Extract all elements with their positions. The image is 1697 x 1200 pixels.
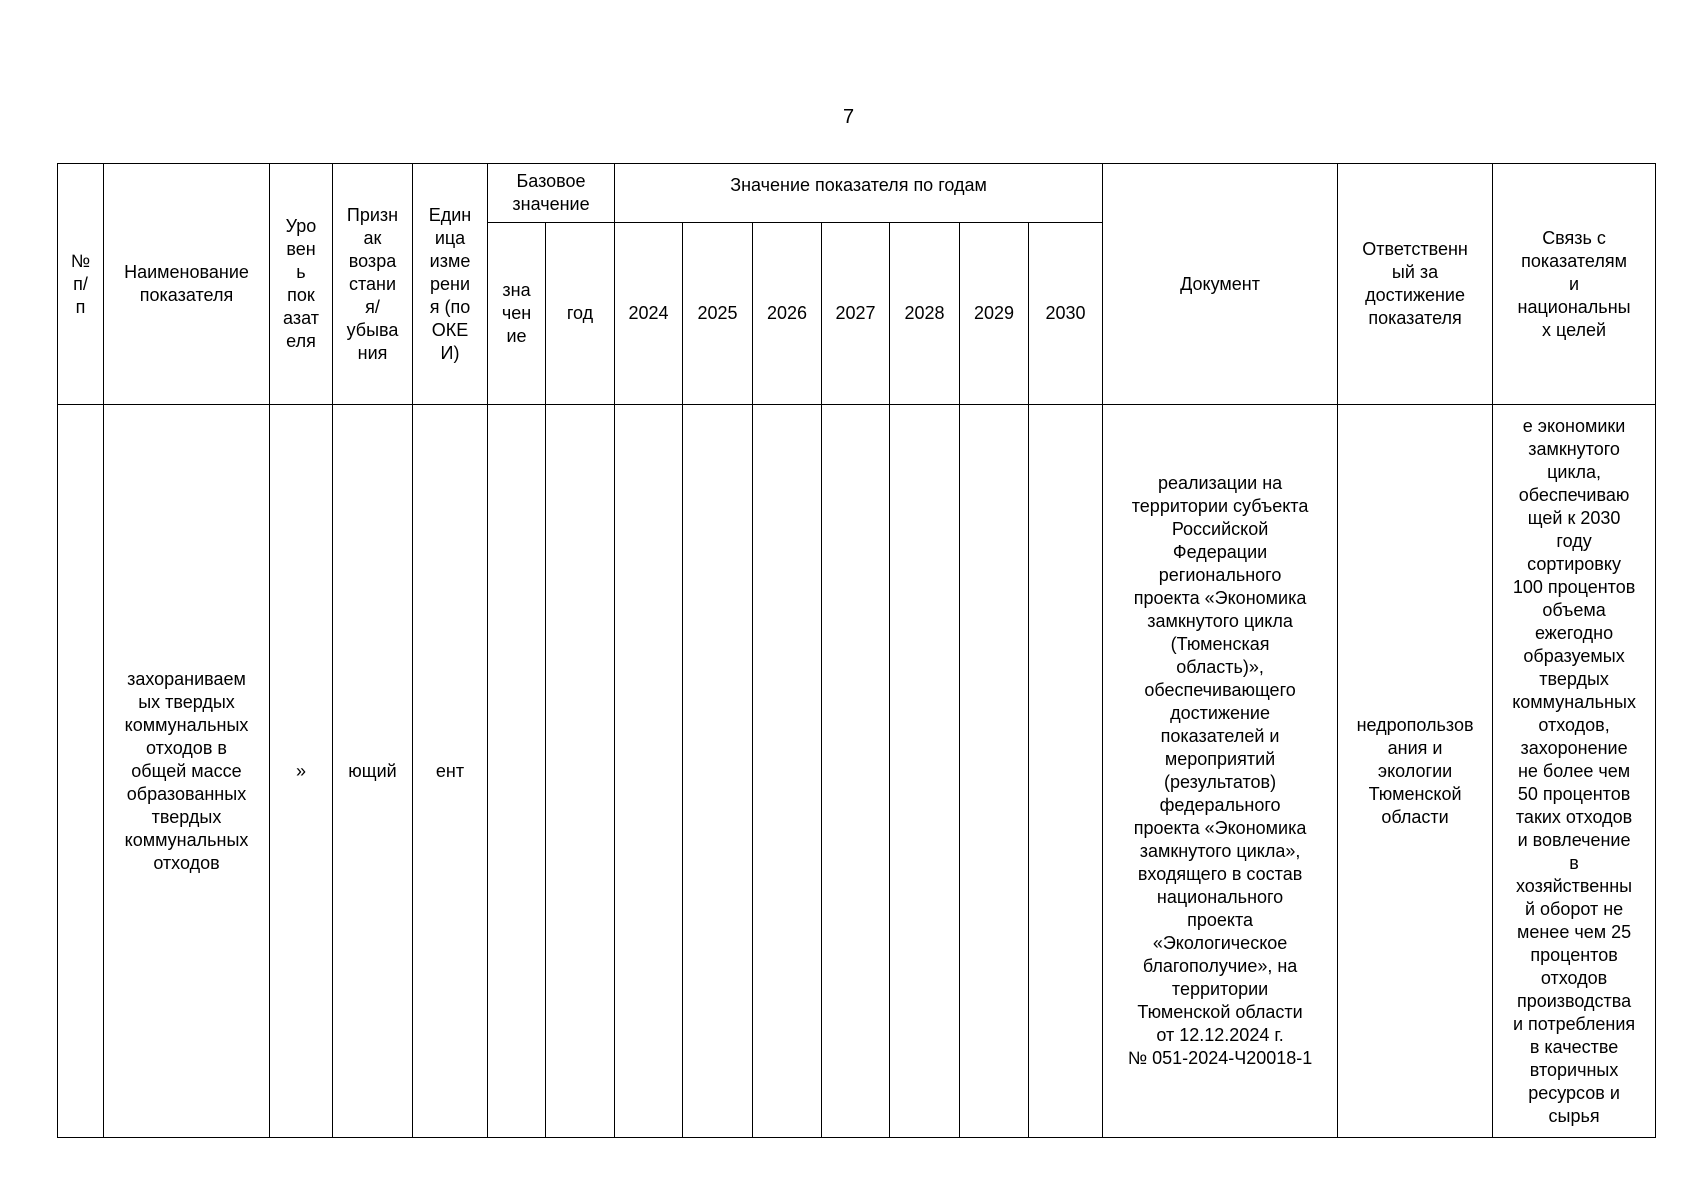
- header-link: Связь с показателям и национальны х целей: [1493, 164, 1656, 405]
- header-year-2024: 2024: [615, 223, 683, 405]
- header-level: Уро вен ь пок азат еля: [270, 164, 333, 405]
- cell-name: захораниваем ых твердых коммунальных отходов в общей массе образованных твердых коммунальных отходов: [104, 405, 270, 1138]
- header-num: № п/ п: [58, 164, 104, 405]
- cell-unit: ент: [413, 405, 488, 1138]
- header-year-2029: 2029: [960, 223, 1029, 405]
- cell-year-2029: [960, 405, 1029, 1138]
- header-year-2028: 2028: [890, 223, 960, 405]
- cell-level: »: [270, 405, 333, 1138]
- header-year-2030: 2030: [1029, 223, 1103, 405]
- cell-responsible: недропользов ания и экологии Тюменской области: [1338, 405, 1493, 1138]
- cell-year-2028: [890, 405, 960, 1138]
- cell-year-2027: [822, 405, 890, 1138]
- header-years-group: Значение показателя по годам: [615, 164, 1103, 223]
- cell-year-2025: [683, 405, 753, 1138]
- header-base-value: зна чен ие: [488, 223, 546, 405]
- indicators-table: [57, 163, 1656, 1138]
- header-row-1: [58, 164, 1656, 223]
- cell-link: е экономики замкнутого цикла, обеспечиваю щей к 2030 году сортировку 100 процентов объема ежегодно образуемых твердых коммунальных отходов, захоронение не более чем 50 процентов таких отходов и вовлечение в хозяйственны й оборот не менее чем 25 процентов отходов производства и потребления в качестве вторичных ресурсов и сырья: [1493, 405, 1656, 1138]
- table-row: [58, 405, 1656, 1138]
- cell-year-2026: [753, 405, 822, 1138]
- header-base-year: год: [546, 223, 615, 405]
- header-document: Документ: [1103, 164, 1338, 405]
- header-trend: Призн ак возра стани я/ убыва ния: [333, 164, 413, 405]
- cell-base-year: [546, 405, 615, 1138]
- header-name: Наименование показателя: [104, 164, 270, 405]
- header-responsible: Ответственн ый за достижение показателя: [1338, 164, 1493, 405]
- header-year-2026: 2026: [753, 223, 822, 405]
- header-year-2027: 2027: [822, 223, 890, 405]
- header-year-2025: 2025: [683, 223, 753, 405]
- cell-num: [58, 405, 104, 1138]
- header-unit: Един ица изме рени я (по ОКЕ И): [413, 164, 488, 405]
- header-base-group: Базовое значение: [488, 164, 615, 223]
- cell-document: реализации на территории субъекта Российской Федерации регионального проекта «Экономика замкнутого цикла (Тюменская область)», обеспечивающего достижение показателей и мероприятий (результатов) федерального проекта «Экономика замкнутого цикла», входящего в состав национального проекта «Экологическое благополучие», на территории Тюменской области от 12.12.2024 г. № 051-2024-Ч20018-1: [1103, 405, 1338, 1138]
- cell-trend: ющий: [333, 405, 413, 1138]
- cell-base-value: [488, 405, 546, 1138]
- cell-year-2024: [615, 405, 683, 1138]
- cell-year-2030: [1029, 405, 1103, 1138]
- page-number: 7: [842, 106, 855, 128]
